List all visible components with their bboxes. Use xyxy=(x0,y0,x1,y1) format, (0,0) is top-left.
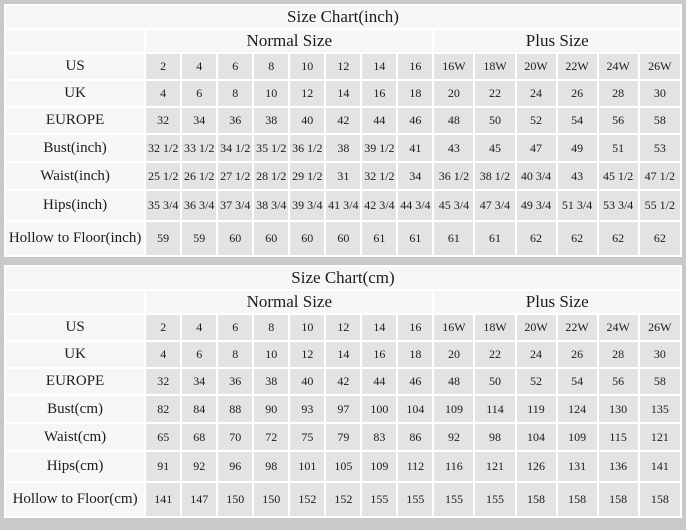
size-value-cell: 14 xyxy=(362,315,396,340)
size-value-cell: 62 xyxy=(640,222,680,255)
size-value-cell: 36 xyxy=(218,369,252,394)
size-value-cell: 39 3/4 xyxy=(290,191,324,220)
size-value-cell: 8 xyxy=(254,54,288,79)
table-title-row xyxy=(6,6,680,28)
size-value-cell: 12 xyxy=(326,315,360,340)
table-row xyxy=(6,483,680,516)
size-value-cell: 88 xyxy=(218,396,252,422)
size-value-cell: 38 1/2 xyxy=(475,163,514,189)
size-value-cell: 101 xyxy=(290,452,324,481)
size-value-cell: 152 xyxy=(326,483,360,516)
table-title: Size Chart(cm) xyxy=(6,267,680,289)
size-value-cell: 124 xyxy=(558,396,597,422)
size-value-cell: 61 xyxy=(362,222,396,255)
size-value-cell: 32 xyxy=(146,369,180,394)
size-value-cell: 34 xyxy=(398,163,432,189)
size-value-cell: 16 xyxy=(398,315,432,340)
plus-size-group-header: Plus Size xyxy=(434,30,680,52)
size-value-cell: 44 3/4 xyxy=(398,191,432,220)
table-row xyxy=(6,54,680,79)
size-value-cell: 26 xyxy=(558,81,597,106)
size-value-cell: 116 xyxy=(434,452,473,481)
size-value-cell: 2 xyxy=(146,315,180,340)
table-title-row xyxy=(6,267,680,289)
size-value-cell: 16 xyxy=(362,342,396,367)
size-value-cell: 119 xyxy=(517,396,556,422)
table-row xyxy=(6,452,680,481)
size-value-cell: 32 xyxy=(146,108,180,133)
blank-corner-cell xyxy=(6,291,144,313)
size-value-cell: 58 xyxy=(640,108,680,133)
plus-size-group-header: Plus Size xyxy=(434,291,680,313)
size-value-cell: 22 xyxy=(475,342,514,367)
size-value-cell: 98 xyxy=(475,424,514,450)
size-value-cell: 12 xyxy=(290,81,324,106)
size-value-cell: 42 xyxy=(326,369,360,394)
row-label: Waist(inch) xyxy=(6,163,144,189)
size-value-cell: 22 xyxy=(475,81,514,106)
size-value-cell: 48 xyxy=(434,369,473,394)
table-row xyxy=(6,108,680,133)
size-value-cell: 18 xyxy=(398,342,432,367)
size-value-cell: 26 xyxy=(558,342,597,367)
size-value-cell: 33 1/2 xyxy=(182,135,216,161)
size-value-cell: 54 xyxy=(558,108,597,133)
row-label: US xyxy=(6,54,144,79)
size-value-cell: 42 xyxy=(326,108,360,133)
size-value-cell: 28 xyxy=(599,81,638,106)
row-label: Hollow to Floor(cm) xyxy=(6,483,144,516)
size-value-cell: 10 xyxy=(254,342,288,367)
size-value-cell: 98 xyxy=(254,452,288,481)
size-value-cell: 38 xyxy=(326,135,360,161)
size-value-cell: 61 xyxy=(434,222,473,255)
size-value-cell: 32 1/2 xyxy=(362,163,396,189)
size-value-cell: 8 xyxy=(218,342,252,367)
size-value-cell: 59 xyxy=(182,222,216,255)
table-gap xyxy=(4,257,682,265)
size-value-cell: 30 xyxy=(640,342,680,367)
size-value-cell: 30 xyxy=(640,81,680,106)
size-value-cell: 36 1/2 xyxy=(434,163,473,189)
size-value-cell: 24W xyxy=(599,54,638,79)
size-value-cell: 135 xyxy=(640,396,680,422)
size-value-cell: 6 xyxy=(218,315,252,340)
size-value-cell: 121 xyxy=(475,452,514,481)
row-label: EUROPE xyxy=(6,108,144,133)
size-value-cell: 39 1/2 xyxy=(362,135,396,161)
size-value-cell: 14 xyxy=(326,342,360,367)
size-value-cell: 29 1/2 xyxy=(290,163,324,189)
size-value-cell: 51 xyxy=(599,135,638,161)
size-value-cell: 14 xyxy=(326,81,360,106)
size-value-cell: 65 xyxy=(146,424,180,450)
size-value-cell: 91 xyxy=(146,452,180,481)
size-value-cell: 141 xyxy=(640,452,680,481)
size-value-cell: 35 1/2 xyxy=(254,135,288,161)
size-value-cell: 18W xyxy=(475,54,514,79)
size-value-cell: 48 xyxy=(434,108,473,133)
size-value-cell: 22W xyxy=(558,54,597,79)
size-value-cell: 34 xyxy=(182,369,216,394)
size-value-cell: 92 xyxy=(182,452,216,481)
row-label: Bust(cm) xyxy=(6,396,144,422)
size-value-cell: 26 1/2 xyxy=(182,163,216,189)
size-value-cell: 158 xyxy=(517,483,556,516)
size-value-cell: 6 xyxy=(182,81,216,106)
size-value-cell: 45 1/2 xyxy=(599,163,638,189)
size-value-cell: 136 xyxy=(599,452,638,481)
size-value-cell: 60 xyxy=(218,222,252,255)
size-value-cell: 24W xyxy=(599,315,638,340)
size-value-cell: 47 3/4 xyxy=(475,191,514,220)
size-value-cell: 158 xyxy=(599,483,638,516)
size-value-cell: 24 xyxy=(517,342,556,367)
size-value-cell: 8 xyxy=(218,81,252,106)
size-value-cell: 155 xyxy=(398,483,432,516)
size-value-cell: 40 xyxy=(290,369,324,394)
size-value-cell: 53 3/4 xyxy=(599,191,638,220)
size-value-cell: 100 xyxy=(362,396,396,422)
size-value-cell: 28 1/2 xyxy=(254,163,288,189)
size-value-cell: 12 xyxy=(326,54,360,79)
size-value-cell: 10 xyxy=(290,54,324,79)
size-value-cell: 43 xyxy=(434,135,473,161)
size-value-cell: 61 xyxy=(475,222,514,255)
size-value-cell: 62 xyxy=(558,222,597,255)
size-value-cell: 155 xyxy=(475,483,514,516)
size-chart-cm-table xyxy=(4,265,682,518)
size-value-cell: 18W xyxy=(475,315,514,340)
size-value-cell: 147 xyxy=(182,483,216,516)
size-value-cell: 18 xyxy=(398,81,432,106)
size-value-cell: 131 xyxy=(558,452,597,481)
size-value-cell: 38 xyxy=(254,108,288,133)
size-value-cell: 2 xyxy=(146,54,180,79)
column-group-row xyxy=(6,291,680,313)
table-row xyxy=(6,81,680,106)
size-value-cell: 97 xyxy=(326,396,360,422)
size-value-cell: 43 xyxy=(558,163,597,189)
size-value-cell: 115 xyxy=(599,424,638,450)
size-value-cell: 50 xyxy=(475,369,514,394)
size-value-cell: 37 3/4 xyxy=(218,191,252,220)
size-value-cell: 62 xyxy=(599,222,638,255)
size-value-cell: 40 3/4 xyxy=(517,163,556,189)
size-value-cell: 52 xyxy=(517,369,556,394)
size-value-cell: 109 xyxy=(558,424,597,450)
size-value-cell: 27 1/2 xyxy=(218,163,252,189)
table-row xyxy=(6,222,680,255)
size-value-cell: 38 3/4 xyxy=(254,191,288,220)
size-value-cell: 16W xyxy=(434,315,473,340)
size-value-cell: 26W xyxy=(640,315,680,340)
column-group-row xyxy=(6,30,680,52)
size-value-cell: 47 1/2 xyxy=(640,163,680,189)
table-row xyxy=(6,315,680,340)
size-value-cell: 54 xyxy=(558,369,597,394)
table-row xyxy=(6,163,680,189)
row-label: UK xyxy=(6,81,144,106)
size-value-cell: 114 xyxy=(475,396,514,422)
size-value-cell: 58 xyxy=(640,369,680,394)
row-label: Hips(inch) xyxy=(6,191,144,220)
size-value-cell: 34 1/2 xyxy=(218,135,252,161)
size-value-cell: 4 xyxy=(182,315,216,340)
size-value-cell: 49 xyxy=(558,135,597,161)
size-value-cell: 152 xyxy=(290,483,324,516)
size-value-cell: 26W xyxy=(640,54,680,79)
size-value-cell: 158 xyxy=(558,483,597,516)
size-value-cell: 105 xyxy=(326,452,360,481)
row-label: Bust(inch) xyxy=(6,135,144,161)
size-value-cell: 8 xyxy=(254,315,288,340)
size-value-cell: 20 xyxy=(434,81,473,106)
size-value-cell: 104 xyxy=(517,424,556,450)
size-value-cell: 38 xyxy=(254,369,288,394)
row-label: Hollow to Floor(inch) xyxy=(6,222,144,255)
row-label: UK xyxy=(6,342,144,367)
size-value-cell: 20W xyxy=(517,54,556,79)
size-value-cell: 62 xyxy=(517,222,556,255)
size-value-cell: 52 xyxy=(517,108,556,133)
size-value-cell: 83 xyxy=(362,424,396,450)
blank-corner-cell xyxy=(6,30,144,52)
size-value-cell: 150 xyxy=(254,483,288,516)
size-value-cell: 34 xyxy=(182,108,216,133)
table-row xyxy=(6,424,680,450)
size-value-cell: 4 xyxy=(182,54,216,79)
normal-size-group-header: Normal Size xyxy=(146,30,432,52)
size-value-cell: 51 3/4 xyxy=(558,191,597,220)
size-value-cell: 96 xyxy=(218,452,252,481)
size-value-cell: 20W xyxy=(517,315,556,340)
size-value-cell: 4 xyxy=(146,81,180,106)
size-value-cell: 40 xyxy=(290,108,324,133)
size-value-cell: 44 xyxy=(362,108,396,133)
size-value-cell: 49 3/4 xyxy=(517,191,556,220)
size-value-cell: 60 xyxy=(290,222,324,255)
row-label: Waist(cm) xyxy=(6,424,144,450)
size-value-cell: 155 xyxy=(434,483,473,516)
size-value-cell: 28 xyxy=(599,342,638,367)
size-value-cell: 56 xyxy=(599,369,638,394)
size-value-cell: 20 xyxy=(434,342,473,367)
row-label: US xyxy=(6,315,144,340)
size-value-cell: 46 xyxy=(398,108,432,133)
size-value-cell: 47 xyxy=(517,135,556,161)
size-value-cell: 155 xyxy=(362,483,396,516)
size-value-cell: 22W xyxy=(558,315,597,340)
size-value-cell: 36 1/2 xyxy=(290,135,324,161)
size-value-cell: 86 xyxy=(398,424,432,450)
size-value-cell: 50 xyxy=(475,108,514,133)
size-value-cell: 121 xyxy=(640,424,680,450)
size-value-cell: 158 xyxy=(640,483,680,516)
size-value-cell: 36 3/4 xyxy=(182,191,216,220)
size-value-cell: 59 xyxy=(146,222,180,255)
size-value-cell: 61 xyxy=(398,222,432,255)
size-value-cell: 84 xyxy=(182,396,216,422)
size-value-cell: 6 xyxy=(182,342,216,367)
size-value-cell: 126 xyxy=(517,452,556,481)
size-value-cell: 79 xyxy=(326,424,360,450)
size-value-cell: 60 xyxy=(326,222,360,255)
size-value-cell: 75 xyxy=(290,424,324,450)
size-value-cell: 141 xyxy=(146,483,180,516)
size-value-cell: 45 3/4 xyxy=(434,191,473,220)
size-value-cell: 56 xyxy=(599,108,638,133)
size-value-cell: 150 xyxy=(218,483,252,516)
size-value-cell: 16 xyxy=(362,81,396,106)
size-value-cell: 109 xyxy=(434,396,473,422)
size-value-cell: 24 xyxy=(517,81,556,106)
size-value-cell: 16W xyxy=(434,54,473,79)
table-row xyxy=(6,369,680,394)
size-value-cell: 14 xyxy=(362,54,396,79)
table-title: Size Chart(inch) xyxy=(6,6,680,28)
size-value-cell: 93 xyxy=(290,396,324,422)
size-value-cell: 4 xyxy=(146,342,180,367)
size-value-cell: 10 xyxy=(254,81,288,106)
size-value-cell: 68 xyxy=(182,424,216,450)
row-label: Hips(cm) xyxy=(6,452,144,481)
size-value-cell: 10 xyxy=(290,315,324,340)
size-value-cell: 104 xyxy=(398,396,432,422)
size-value-cell: 36 xyxy=(218,108,252,133)
size-value-cell: 72 xyxy=(254,424,288,450)
size-value-cell: 32 1/2 xyxy=(146,135,180,161)
size-value-cell: 6 xyxy=(218,54,252,79)
table-row xyxy=(6,342,680,367)
size-value-cell: 25 1/2 xyxy=(146,163,180,189)
size-value-cell: 53 xyxy=(640,135,680,161)
size-value-cell: 44 xyxy=(362,369,396,394)
size-value-cell: 45 xyxy=(475,135,514,161)
size-value-cell: 12 xyxy=(290,342,324,367)
size-chart-inch-table xyxy=(4,4,682,257)
table-row xyxy=(6,191,680,220)
table-row xyxy=(6,135,680,161)
size-value-cell: 41 3/4 xyxy=(326,191,360,220)
size-value-cell: 109 xyxy=(362,452,396,481)
size-value-cell: 90 xyxy=(254,396,288,422)
size-value-cell: 42 3/4 xyxy=(362,191,396,220)
size-value-cell: 130 xyxy=(599,396,638,422)
size-value-cell: 46 xyxy=(398,369,432,394)
size-value-cell: 35 3/4 xyxy=(146,191,180,220)
size-value-cell: 70 xyxy=(218,424,252,450)
size-value-cell: 82 xyxy=(146,396,180,422)
size-value-cell: 16 xyxy=(398,54,432,79)
size-value-cell: 112 xyxy=(398,452,432,481)
size-value-cell: 31 xyxy=(326,163,360,189)
size-value-cell: 60 xyxy=(254,222,288,255)
normal-size-group-header: Normal Size xyxy=(146,291,432,313)
size-value-cell: 41 xyxy=(398,135,432,161)
row-label: EUROPE xyxy=(6,369,144,394)
size-value-cell: 92 xyxy=(434,424,473,450)
table-row xyxy=(6,396,680,422)
size-value-cell: 55 1/2 xyxy=(640,191,680,220)
